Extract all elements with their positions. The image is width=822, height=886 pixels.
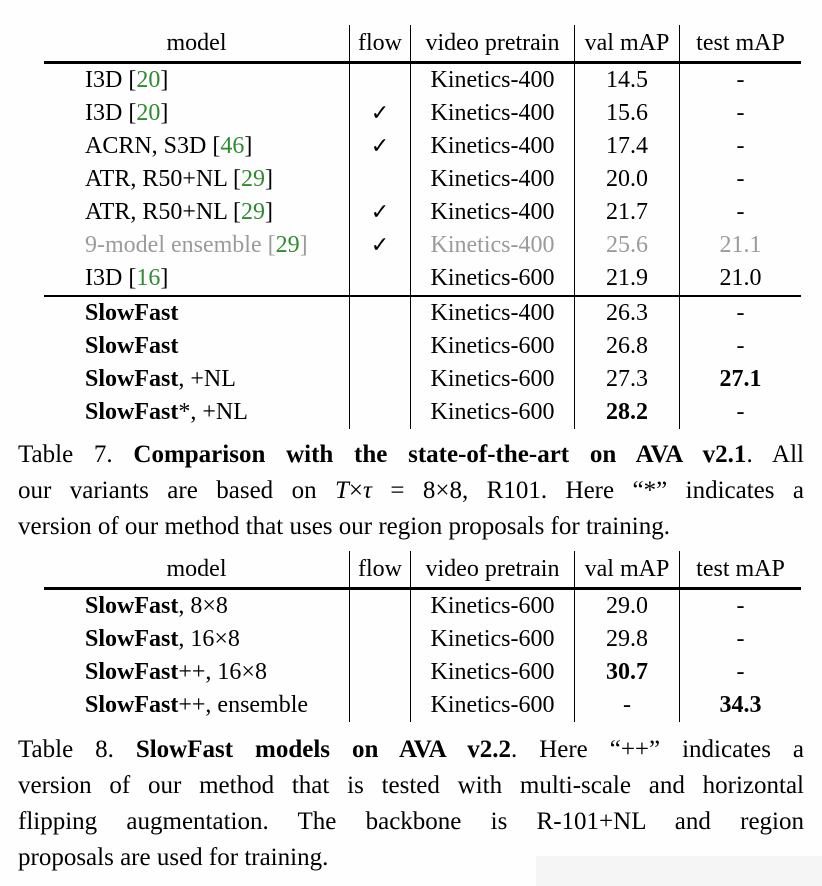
- cell-video-pretrain: Kinetics-600: [411, 262, 575, 296]
- table-row: [44, 689, 801, 722]
- cell-flow: [350, 330, 411, 363]
- cell-val-map: 29.8: [575, 623, 680, 656]
- caption-line: [18, 437, 804, 473]
- column-header: val mAP: [575, 551, 680, 589]
- text-segment: ATR, R50+NL: [85, 199, 233, 225]
- table-row: [44, 296, 801, 330]
- text-segment: SlowFast: [85, 659, 179, 685]
- cell-val-map: 14.5: [575, 63, 680, 98]
- cell-test-map: -: [680, 589, 802, 624]
- column-header: model: [44, 551, 350, 589]
- cell-video-pretrain: Kinetics-600: [411, 656, 575, 689]
- column-header: video pretrain: [411, 551, 575, 589]
- cell-flow: [350, 196, 411, 229]
- cell-model: [44, 97, 350, 130]
- column-header: video pretrain: [411, 25, 575, 63]
- table-row: [44, 163, 801, 196]
- text-segment: ++, 16×8: [178, 659, 267, 685]
- cell-flow: [350, 229, 411, 262]
- cell-test-map: 21.0: [680, 262, 802, 296]
- cell-test-map: -: [680, 296, 802, 330]
- cell-val-map: 25.6: [575, 229, 680, 262]
- header-row: [44, 25, 801, 63]
- caption-line: [18, 732, 804, 768]
- text-segment: [: [212, 133, 221, 159]
- table-row: [44, 363, 801, 396]
- text-segment: I3D: [85, 265, 129, 291]
- column-header: flow: [350, 551, 411, 589]
- text-segment: *, +NL: [178, 399, 248, 425]
- cell-model: [44, 396, 350, 429]
- text-segment: Table 7.: [18, 441, 134, 468]
- cell-val-map: -: [575, 689, 680, 722]
- text-segment: version of our method that uses our region proposals for training.: [18, 513, 670, 540]
- cell-video-pretrain: Kinetics-600: [411, 589, 575, 624]
- citation-link[interactable]: 20: [136, 100, 161, 126]
- text-segment: SlowFast: [85, 333, 179, 359]
- text-segment: ]: [264, 199, 273, 225]
- table8-caption: [18, 732, 804, 876]
- text-segment: ×: [348, 477, 364, 504]
- text-segment: [: [128, 67, 137, 93]
- table-row: [44, 656, 801, 689]
- checkmark-icon: ✓: [370, 200, 390, 225]
- text-segment: , 16×8: [178, 626, 240, 652]
- cell-test-map: -: [680, 196, 802, 229]
- cell-model: [44, 330, 350, 363]
- cell-model: [44, 63, 350, 98]
- caption-line: [18, 768, 804, 804]
- text-segment: ]: [264, 166, 273, 192]
- text-segment: SlowFast: [85, 692, 179, 718]
- table7-caption: [18, 437, 804, 545]
- text-segment: ]: [160, 100, 169, 126]
- text-segment: version of our method that is tested with multi-scale and horizontal: [18, 772, 804, 799]
- header-row: [44, 551, 801, 589]
- cell-model: [44, 363, 350, 396]
- cell-test-map: -: [680, 130, 802, 163]
- cell-model: [44, 196, 350, 229]
- cell-val-map: 17.4: [575, 130, 680, 163]
- text-segment: [: [232, 166, 241, 192]
- citation-link[interactable]: 29: [240, 166, 265, 192]
- text-segment: . Here “++” indicates a: [511, 736, 804, 763]
- cell-video-pretrain: Kinetics-400: [411, 63, 575, 98]
- text-segment: , +NL: [178, 366, 236, 392]
- cell-video-pretrain: Kinetics-600: [411, 330, 575, 363]
- cell-val-map: 21.9: [575, 262, 680, 296]
- text-segment: [: [267, 232, 276, 258]
- citation-link[interactable]: 29: [240, 199, 265, 225]
- column-header: val mAP: [575, 25, 680, 63]
- text-segment: τ: [363, 477, 372, 504]
- cell-val-map: 26.8: [575, 330, 680, 363]
- cell-model: [44, 130, 350, 163]
- citation-link[interactable]: 46: [220, 133, 245, 159]
- text-segment: I3D: [85, 100, 129, 126]
- checkmark-icon: ✓: [370, 134, 390, 159]
- cell-flow: [350, 589, 411, 624]
- cell-video-pretrain: Kinetics-400: [411, 97, 575, 130]
- table-row: [44, 396, 801, 429]
- cell-val-map: 27.3: [575, 363, 680, 396]
- cell-video-pretrain: Kinetics-600: [411, 363, 575, 396]
- cell-video-pretrain: Kinetics-400: [411, 130, 575, 163]
- column-header: test mAP: [680, 25, 802, 63]
- text-segment: SlowFast: [85, 626, 179, 652]
- cell-model: [44, 689, 350, 722]
- text-segment: proposals are used for training.: [18, 844, 329, 871]
- text-segment: ]: [244, 133, 253, 159]
- cell-video-pretrain: Kinetics-400: [411, 229, 575, 262]
- text-segment: our variants are based on: [18, 477, 335, 504]
- text-segment: 9-model ensemble: [85, 232, 268, 258]
- table-row: [44, 229, 801, 262]
- table-row: [44, 196, 801, 229]
- cell-flow: [350, 163, 411, 196]
- column-header: test mAP: [680, 551, 802, 589]
- cell-model: [44, 229, 350, 262]
- text-segment: ]: [299, 232, 308, 258]
- results-table: [44, 551, 801, 722]
- cell-test-map: -: [680, 623, 802, 656]
- cell-val-map: 26.3: [575, 296, 680, 330]
- table-row: [44, 330, 801, 363]
- cell-model: [44, 623, 350, 656]
- cell-flow: [350, 363, 411, 396]
- cell-flow: [350, 262, 411, 296]
- cell-flow: [350, 97, 411, 130]
- comparison-table-ava-v2-1: [44, 25, 822, 429]
- text-segment: SlowFast: [85, 366, 179, 392]
- cell-test-map: -: [680, 656, 802, 689]
- cell-test-map: 34.3: [680, 689, 802, 722]
- citation-link[interactable]: 20: [136, 67, 161, 93]
- caption-line: [18, 804, 804, 840]
- cell-test-map: -: [680, 63, 802, 98]
- column-header: model: [44, 25, 350, 63]
- table-row: [44, 130, 801, 163]
- text-segment: ATR, R50+NL: [85, 166, 233, 192]
- column-header: flow: [350, 25, 411, 63]
- cell-model: [44, 656, 350, 689]
- cell-test-map: 27.1: [680, 363, 802, 396]
- text-segment: ++, ensemble: [178, 692, 309, 718]
- cell-val-map: 29.0: [575, 589, 680, 624]
- cell-model: [44, 296, 350, 330]
- cell-test-map: 21.1: [680, 229, 802, 262]
- cell-test-map: -: [680, 396, 802, 429]
- cell-video-pretrain: Kinetics-600: [411, 623, 575, 656]
- text-segment: flipping augmentation. The backbone is R-101+NL and region: [18, 808, 804, 835]
- cell-flow: [350, 63, 411, 98]
- text-segment: [: [128, 265, 137, 291]
- text-segment: ]: [160, 265, 169, 291]
- table-row: [44, 63, 801, 98]
- cell-val-map: 21.7: [575, 196, 680, 229]
- results-table: [44, 25, 801, 429]
- text-segment: = 8×8, R101. Here “*” indicates a: [371, 477, 804, 504]
- table-row: [44, 262, 801, 296]
- cell-val-map: 15.6: [575, 97, 680, 130]
- citation-link[interactable]: 29: [275, 232, 300, 258]
- text-segment: SlowFast models on AVA v2.2: [135, 736, 511, 763]
- cell-flow: [350, 296, 411, 330]
- cell-flow: [350, 130, 411, 163]
- cell-model: [44, 262, 350, 296]
- cell-flow: [350, 623, 411, 656]
- cell-test-map: -: [680, 97, 802, 130]
- cell-video-pretrain: Kinetics-400: [411, 296, 575, 330]
- caption-line: [18, 509, 804, 545]
- cell-model: [44, 589, 350, 624]
- checkmark-icon: ✓: [370, 233, 390, 258]
- text-segment: , 8×8: [178, 593, 228, 619]
- cell-model: [44, 163, 350, 196]
- text-segment: Table 8.: [18, 736, 136, 763]
- text-segment: I3D: [85, 67, 129, 93]
- cell-val-map: 20.0: [575, 163, 680, 196]
- cell-val-map: 30.7: [575, 656, 680, 689]
- cell-val-map: 28.2: [575, 396, 680, 429]
- text-segment: SlowFast: [85, 399, 179, 425]
- cell-video-pretrain: Kinetics-600: [411, 396, 575, 429]
- text-segment: Comparison with the state-of-the-art on AVA v2.1: [133, 441, 747, 468]
- slowfast-table-ava-v2-2: [44, 551, 822, 722]
- text-segment: ]: [160, 67, 169, 93]
- cell-test-map: -: [680, 330, 802, 363]
- cell-flow: [350, 656, 411, 689]
- cell-video-pretrain: Kinetics-400: [411, 196, 575, 229]
- scan-artifact-rectangle: [536, 856, 822, 886]
- text-segment: T: [335, 477, 349, 504]
- table-row: [44, 97, 801, 130]
- cell-video-pretrain: Kinetics-600: [411, 689, 575, 722]
- cell-flow: [350, 396, 411, 429]
- text-segment: [: [232, 199, 241, 225]
- text-segment: . All: [746, 441, 804, 468]
- table-row: [44, 623, 801, 656]
- cell-video-pretrain: Kinetics-400: [411, 163, 575, 196]
- cell-flow: [350, 689, 411, 722]
- caption-line: [18, 473, 804, 509]
- text-segment: [: [128, 100, 137, 126]
- text-segment: SlowFast: [85, 300, 179, 326]
- text-segment: ACRN, S3D: [85, 133, 213, 159]
- citation-link[interactable]: 16: [136, 265, 161, 291]
- checkmark-icon: ✓: [370, 101, 390, 126]
- text-segment: SlowFast: [85, 593, 179, 619]
- table-row: [44, 589, 801, 624]
- cell-test-map: -: [680, 163, 802, 196]
